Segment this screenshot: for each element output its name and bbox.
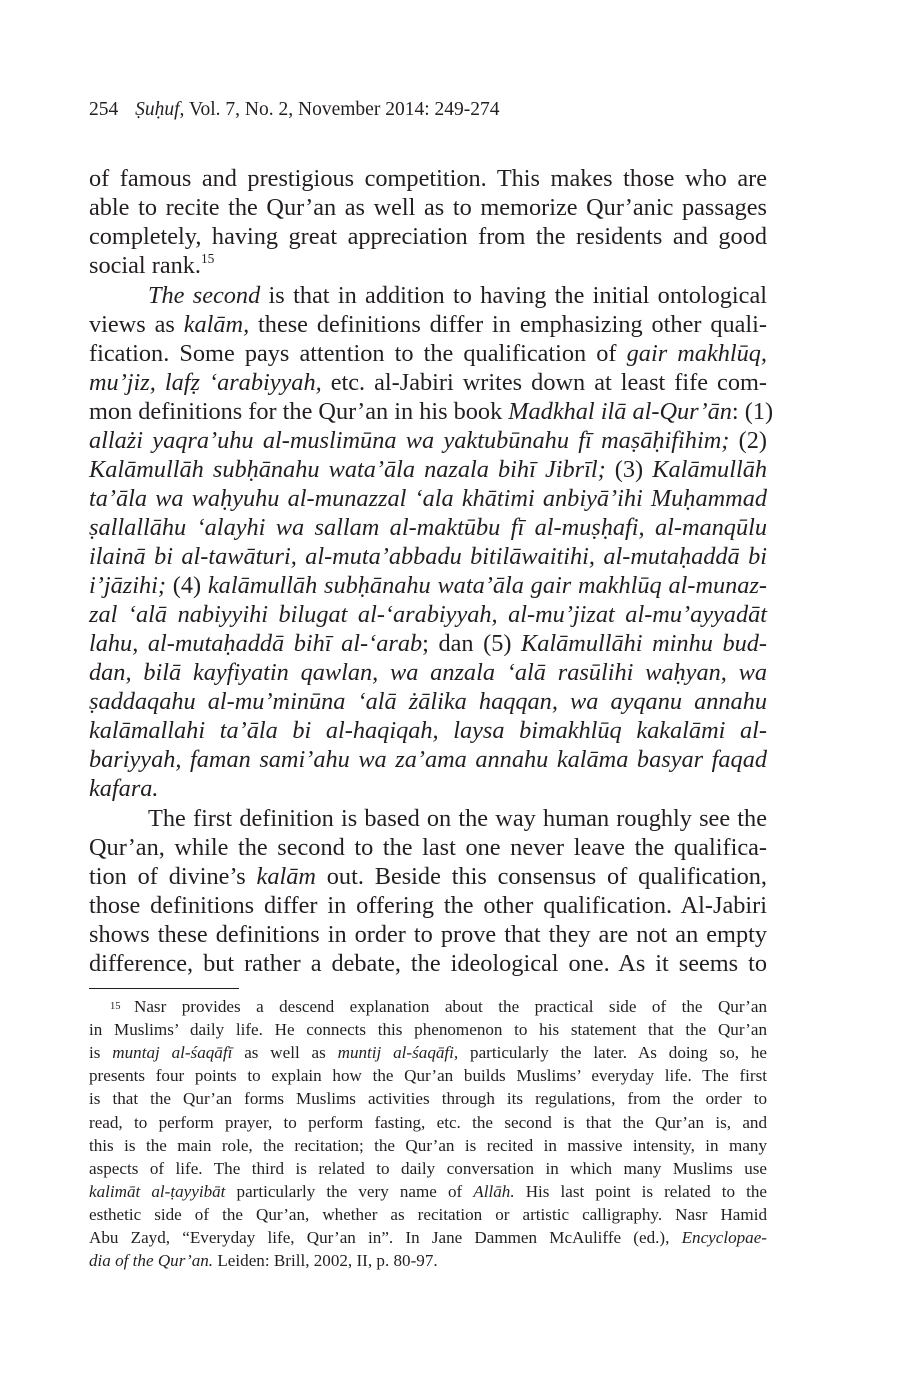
- footnote-rule: [89, 988, 239, 989]
- text-run: allażi yaqra’uhu al-muslimūna wa yaktubūnahu fī maṣāḥifihim;: [89, 427, 730, 454]
- text-run: presents four points to explain how the Qur’an builds Muslims’ everyday life. The first: [89, 1066, 767, 1085]
- text-run: aspects of life. The third is related to daily conversation in which many Muslims use: [89, 1159, 767, 1178]
- body-line: [148, 804, 767, 833]
- text-run: ; dan (5): [422, 630, 522, 657]
- body-line: [89, 339, 767, 368]
- text-run: Leiden: Brill, 2002, II, p. 80-97.: [213, 1251, 438, 1270]
- citation: , Vol. 7, No. 2, November 2014: 249-274: [179, 99, 500, 120]
- text-run: esthetic side of the Qur’an, whether as recitation or artistic calligraphy. Nasr Hamid: [89, 1205, 767, 1224]
- body-line: [89, 455, 767, 484]
- footnote-ref: 15: [201, 250, 215, 266]
- text-run: The first definition is based on the way human roughly see the: [148, 805, 767, 832]
- text-run: is: [89, 1043, 113, 1062]
- footnote-line: [89, 1203, 767, 1226]
- text-run: able to recite the Qur’an as well as to memorize Qur’anic passages: [89, 194, 767, 221]
- text-run: (2): [729, 427, 768, 454]
- footnote-line: [89, 1180, 767, 1203]
- text-run: Qur’an, while the second to the last one never leave the qualifica-: [89, 834, 767, 861]
- text-run: read, to perform prayer, to perform fasting, etc. the second is that the Qur’an is, and: [89, 1113, 767, 1132]
- text-run: muntij al-śaqāfi,: [337, 1043, 459, 1062]
- text-run: of famous and prestigious competition. This makes those who are: [89, 165, 767, 192]
- text-run: ta’āla wa waḥyuhu al-munazzal ‘ala khātimi anbiyā’ihi Muḥammad: [89, 485, 767, 512]
- text-run: ṣallallāhu ‘alayhi wa sallam al-maktūbu fī al-muṣḥafi, al-manqūlu: [89, 514, 767, 541]
- text-run: kalāmullāh subḥānahu wata’āla gair makhlūq al-munaz-: [207, 572, 767, 599]
- text-run: dan, bilā kayfiyatin qawlan, wa anzala ‘alā rasūlihi waḥyan, wa: [89, 659, 767, 686]
- footnote-line: [89, 1087, 767, 1110]
- text-run: mu’jiz, lafẓ ‘arabiyyah,: [89, 369, 322, 396]
- body-line: [148, 281, 767, 310]
- footnote-marker: 15: [110, 1001, 121, 1012]
- body-line: [89, 397, 774, 426]
- text-run: lahu, al-mutaḥaddā bihī al-‘arab: [89, 630, 423, 657]
- body-line: [89, 542, 767, 571]
- body-line: [89, 484, 767, 513]
- text-run: Nasr provides a descend explanation about the practical side of the Qur’an: [134, 997, 767, 1016]
- body-line: [89, 833, 767, 862]
- footnote-line: [110, 995, 767, 1018]
- text-run: (3): [605, 456, 653, 483]
- footnote-line: [89, 1249, 767, 1272]
- text-run: shows these definitions in order to prove that they are not an empty: [89, 921, 767, 948]
- footnote-line: [89, 1041, 767, 1064]
- text-run: completely, having great appreciation from the residents and good: [89, 223, 767, 250]
- body-line: [89, 251, 767, 280]
- text-run: this is the main role, the recitation; the Qur’an is recited in massive intensity, in many: [89, 1136, 767, 1155]
- body-line: [89, 571, 767, 600]
- text-run: particularly the very name of: [225, 1182, 474, 1201]
- body-line: [89, 862, 767, 891]
- text-run: kafara.: [89, 775, 159, 802]
- body-line: [89, 687, 767, 716]
- page-number: 254: [89, 99, 119, 120]
- footnote-line: [89, 1064, 767, 1087]
- text-run: The second: [148, 282, 261, 309]
- body-line: [89, 774, 767, 803]
- body-line: [89, 629, 767, 658]
- text-run: zal ‘alā nabiyyihi bilugat al-‘arabiyyah, al-mu’jizat al-mu’ayyadāt: [89, 601, 767, 628]
- text-run: is that in addition to having the initial ontological: [260, 282, 767, 309]
- text-run: etc. al-Jabiri writes down at least fife com-: [321, 369, 767, 396]
- text-run: in Muslims’ daily life. He connects this phenomenon to his statement that the Qur’an: [89, 1020, 767, 1039]
- text-run: these definitions differ in emphasizing other quali-: [249, 311, 768, 338]
- text-run: Allāh.: [473, 1182, 515, 1201]
- text-run: kalām,: [183, 311, 250, 338]
- body-line: [89, 310, 767, 339]
- running-header: [89, 96, 499, 124]
- text-run: Kalāmullāh subḥānahu wata’āla nazala bihī Jibrīl;: [89, 456, 606, 483]
- text-run: kalāmallahi ta’āla bi al-haqiqah, laysa bimakhlūq kakalāmi al-: [89, 717, 767, 744]
- footnote-line: [89, 1134, 767, 1157]
- footnote-line: [89, 1111, 767, 1134]
- body-line: [89, 891, 767, 920]
- text-run: bariyyah, faman sami’ahu wa za’ama annahu kalāma basyar faqad: [89, 746, 767, 773]
- body-line: [89, 426, 767, 455]
- body-line: [89, 949, 767, 978]
- text-run: is that the Qur’an forms Muslims activities through its regulations, from the order to: [89, 1089, 767, 1108]
- text-run: mon definitions for the Qur’an in his book: [89, 398, 509, 425]
- body-line: [89, 368, 767, 397]
- footnote-line: [89, 1018, 767, 1041]
- text-run: Kalāmullāhi minhu bud-: [521, 630, 767, 657]
- body-line: [89, 222, 767, 251]
- text-run: : (1): [731, 398, 774, 425]
- text-run: Madkhal ilā al-Qur’ān: [508, 398, 732, 425]
- text-run: views as: [89, 311, 184, 338]
- text-run: i’jāzihi;: [89, 572, 166, 599]
- text-run: fication. Some pays attention to the qualification of: [89, 340, 627, 367]
- text-run: tion of divine’s: [89, 863, 257, 890]
- body-line: [89, 164, 767, 193]
- text-run: dia of the Qur’an.: [89, 1251, 214, 1270]
- text-run: kalām: [256, 863, 316, 890]
- text-run: particularly the later. As doing so, he: [458, 1043, 767, 1062]
- text-run: out. Beside this consensus of qualification,: [315, 863, 767, 890]
- text-run: Abu Zayd, “Everyday life, Qur’an in”. In Jane Dammen McAuliffe (ed.),: [89, 1228, 682, 1247]
- text-run: Kalāmullāh: [652, 456, 767, 483]
- text-run: as well as: [232, 1043, 338, 1062]
- body-line: [89, 716, 767, 745]
- footnote-line: [89, 1157, 767, 1180]
- text-run: (4): [165, 572, 208, 599]
- body-line: [89, 600, 767, 629]
- body-line: [89, 658, 767, 687]
- journal-name: Ṣuḥuf: [135, 99, 180, 120]
- text-run: difference, but rather a debate, the ideological one. As it seems to: [89, 950, 767, 977]
- text-run: gair makhlūq,: [626, 340, 767, 367]
- body-line: [89, 513, 767, 542]
- footnote-line: [89, 1226, 767, 1249]
- body-line: [89, 193, 767, 222]
- text-run: social rank.: [89, 252, 201, 279]
- text-run: those definitions differ in offering the other qualification. Al-Jabiri: [89, 892, 767, 919]
- body-line: [89, 920, 767, 949]
- text-run: muntaj al-śaqāfī: [112, 1043, 233, 1062]
- text-run: ṣaddaqahu al-mu’minūna ‘alā żālika haqqan, wa ayqanu annahu: [89, 688, 767, 715]
- text-run: kalimāt al-ṭayyibāt: [89, 1182, 226, 1201]
- body-line: [89, 745, 767, 774]
- text-run: ilainā bi al-tawāturi, al-muta’abbadu bitilāwaitihi, al-mutaḥaddā bi: [89, 543, 767, 570]
- text-run: Encyclopae-: [681, 1228, 767, 1247]
- text-run: His last point is related to the: [514, 1182, 767, 1201]
